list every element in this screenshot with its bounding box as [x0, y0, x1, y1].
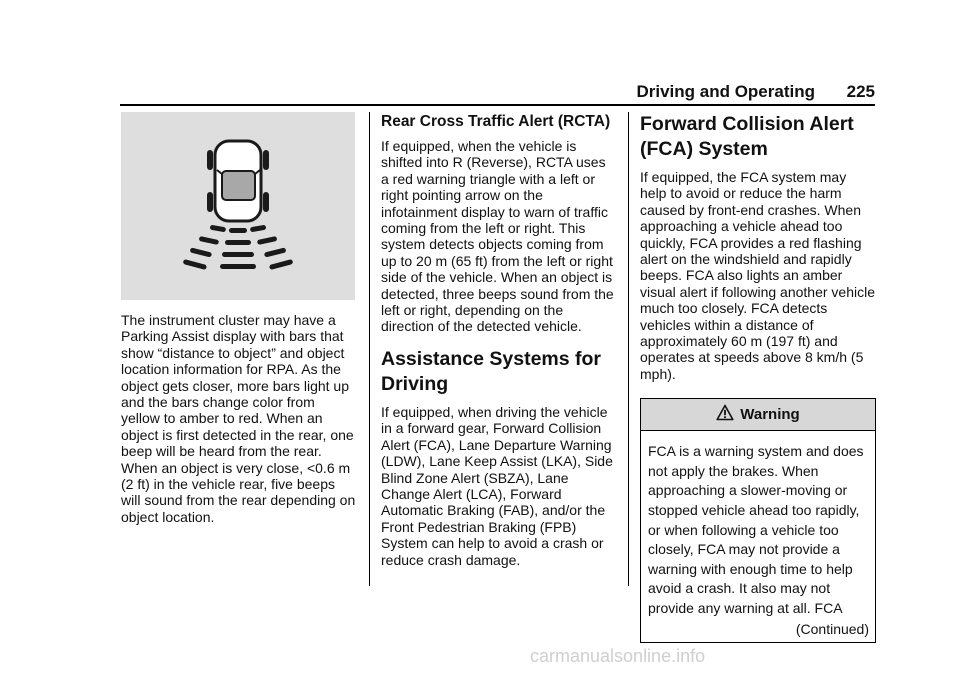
- warning-box: [640, 398, 876, 642]
- column-left: [121, 112, 357, 525]
- page-header: [120, 82, 875, 104]
- warning-icon: [716, 404, 734, 425]
- column-divider-2: [628, 112, 629, 586]
- fca-heading: Forward Collision Alert (FCA) System: [640, 113, 854, 160]
- parking-assist-display-icon: [121, 112, 355, 300]
- warning-body: [641, 431, 875, 641]
- warning-text: FCA is a warning system and does not apply the brakes. When approaching a slower-moving or stopped vehicle ahead too rapidly, or when following a vehicle too closely, FCA may not provide a warning with enough time to help avoid a crash. It also may not provide any warning at all. FCA: [648, 443, 864, 617]
- fca-paragraph: If equipped, the FCA system may help to avoid or reduce the harm caused by front-end crashes. When approaching a vehicle ahead too quickly, FCA provides a red flashing alert on the windshield and rapidly beeps. FCA also lights an amber visual alert if following another vehicle much too closely. FCA detects vehicles within a distance of approximately 60 m (197 ft) and operates at speeds above 8 km/h (5 mph).: [640, 169, 876, 382]
- page-number: 225: [846, 82, 875, 101]
- warning-header: [641, 399, 875, 431]
- assistance-systems-heading: Assistance Systems for Driving: [381, 347, 602, 395]
- column-right: [640, 112, 876, 643]
- header-rule: [120, 104, 875, 106]
- warning-title: Warning: [740, 406, 800, 424]
- parking-assist-paragraph: The instrument cluster may have a Parking Assist display with bars that show “distance to object” and object location information for RPA. As the object gets closer, more bars light up and the bars change color from yellow to amber to red. When an object is first detected in the rear, one beep will be heard from the rear. When an object is very close, <0.6 m (2 ft) in the vehicle rear, five beeps will sound from the rear depending on object location.: [121, 312, 356, 525]
- parking-assist-figure: [121, 112, 355, 300]
- watermark: carmanualsonline.info: [530, 646, 706, 666]
- assistance-systems-paragraph: If equipped, when driving the vehicle in a forward gear, Forward Collision Alert (FCA), Lane Departure Warning (LDW), Lane Keep Assist (LKA), Side Blind Zone Alert (SBZA), Lane Change Alert (LCA), Forward Automatic Braking (FAB), and/or the Front Pedestrian Braking (FPB) System can help to avoid a crash or reduce crash damage.: [381, 403, 613, 568]
- rcta-heading: Rear Cross Traffic Alert (RCTA): [381, 113, 611, 130]
- rcta-paragraph: If equipped, when the vehicle is shifted into R (Reverse), RCTA uses a red warning triangle with a left or right pointing arrow on the infotainment display to warn of traffic coming from the left or right. This system detects objects coming from up to 20 m (65 ft) from the left or right side of the vehicle. When an object is detected, three beeps sound from the left or right, depending on the direction of the detected vehicle.: [381, 138, 614, 335]
- column-middle: [381, 112, 617, 568]
- column-divider-1: [369, 112, 370, 586]
- section-title: Driving and Operating: [636, 82, 815, 101]
- continued-label: (Continued): [795, 620, 869, 637]
